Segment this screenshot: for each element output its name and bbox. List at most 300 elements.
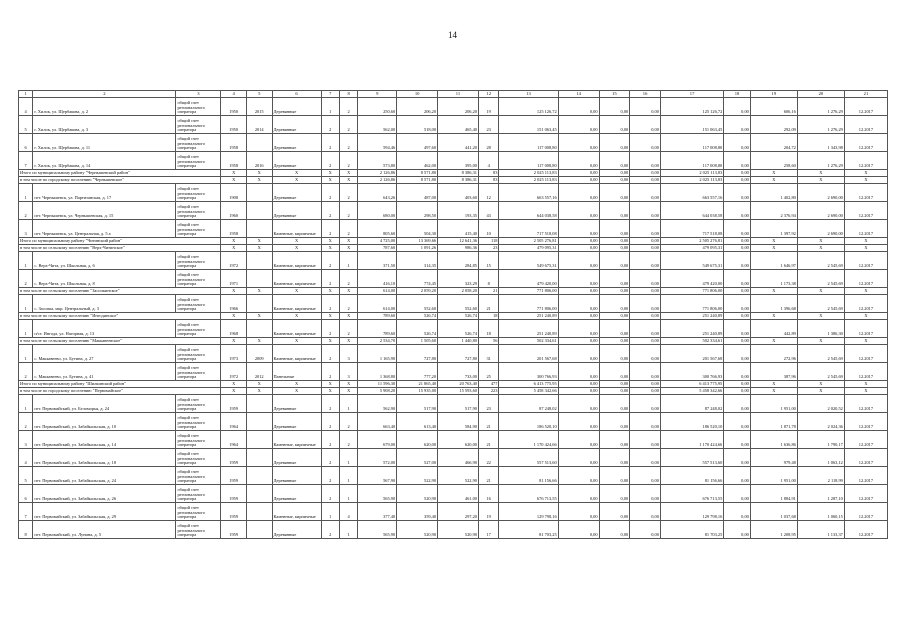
subtotal-cell: 5 458 342,66 <box>499 388 558 395</box>
subtotal-cell: X <box>321 177 339 184</box>
year-repair-cell: 2015 <box>246 98 272 116</box>
entrances-cell: 2 <box>339 98 357 116</box>
subtotal-row <box>19 388 888 395</box>
subtotal-cell: X <box>844 313 887 320</box>
subtotal-cell: X <box>321 388 339 395</box>
subtotal-cell: X <box>321 381 339 388</box>
subtotal-cell: 0,00 <box>724 381 751 388</box>
subtotal-cell: 2 534,70 <box>358 338 397 345</box>
deadline-cell: 12.2017 <box>844 467 887 485</box>
cost-cell: 0,00 <box>724 252 751 270</box>
unit-cost-cell: 2 376,94 <box>750 202 797 220</box>
subtotal-cell: X <box>750 313 797 320</box>
cost-cell: 0,00 <box>558 184 599 202</box>
max-cost-cell: 1 343,98 <box>797 134 844 152</box>
subtotal-cell: 0,00 <box>630 238 661 245</box>
subtotal-cell: X <box>844 170 887 177</box>
table-row <box>19 184 888 202</box>
address-cell: пгт. Первомайский, ул. Забайкальская, д. 29 <box>33 503 176 521</box>
cost-cell: 0,00 <box>630 184 661 202</box>
subtotal-cell: 771 806,00 <box>499 288 558 295</box>
subtotal-cell: 15 935,00 <box>397 388 438 395</box>
subtotal-cell: X <box>797 338 844 345</box>
max-cost-cell: 1 386,30 <box>797 320 844 338</box>
subtotal-cell: 21 865,40 <box>397 381 438 388</box>
cost-cell: 676 713,55 <box>499 485 558 503</box>
subtotal-cell: 8 571,80 <box>397 177 438 184</box>
subtotal-cell: X <box>797 245 844 252</box>
account-type-cell: общий счет регионального оператора <box>176 152 221 170</box>
row-number: 1 <box>19 252 33 270</box>
cost-cell: 0,00 <box>724 184 751 202</box>
account-type-cell: общий счет регионального оператора <box>176 220 221 238</box>
year-repair-cell <box>246 449 272 467</box>
cost-cell: 0,00 <box>630 467 661 485</box>
address-cell: пгт. Первомайский, ул. Беломорья, д. 24 <box>33 395 176 413</box>
deadline-cell: 12.2017 <box>844 431 887 449</box>
year-repair-cell <box>246 202 272 220</box>
row-number: 7 <box>19 503 33 521</box>
floors-cell: 1 <box>321 503 339 521</box>
subtotal-cell: 20 763,40 <box>438 381 479 388</box>
area-cell: 522,90 <box>438 467 479 485</box>
subtotal-cell: 0,00 <box>724 245 751 252</box>
deadline-cell: 12.2017 <box>844 521 887 539</box>
address-cell: пгт. Первомайский, ул. Лунина, д. 5 <box>33 521 176 539</box>
residents-cell: 15 <box>478 252 498 270</box>
subtotal-row <box>19 338 888 345</box>
subtotal-cell: X <box>321 338 339 345</box>
housing-repair-table-container <box>18 90 888 539</box>
deadline-cell: 12.2017 <box>844 252 887 270</box>
entrances-cell: 1 <box>339 485 357 503</box>
subtotal-cell: 0,00 <box>630 288 661 295</box>
area-cell: 462,00 <box>397 152 438 170</box>
subtotal-cell: 118 <box>478 238 498 245</box>
residents-cell: 17 <box>478 521 498 539</box>
year-built-cell: 1959 <box>221 395 247 413</box>
address-cell: пгт. Чернышевск, ул. Центральная, д. 5 а <box>33 220 176 238</box>
address-cell: г. Хилок, ул. Щербакова, д. 2 <box>33 98 176 116</box>
wall-material-cell: Каменные, кирпичные <box>272 345 321 363</box>
cost-cell: 0,00 <box>558 413 599 431</box>
subtotal-cell: 0,00 <box>724 170 751 177</box>
account-type-cell: общий счет регионального оператора <box>176 202 221 220</box>
deadline-cell: 12.2017 <box>844 152 887 170</box>
cost-cell: 549 675,31 <box>499 252 558 270</box>
area-cell: 573,80 <box>358 152 397 170</box>
subtotal-cell: X <box>246 245 272 252</box>
subtotal-cell: X <box>339 338 357 345</box>
cost-cell: 251 240,89 <box>660 320 723 338</box>
max-cost-cell: 1 276,29 <box>797 152 844 170</box>
subtotal-cell: 0,00 <box>599 288 630 295</box>
row-number: 5 <box>19 467 33 485</box>
cost-cell: 117 008,80 <box>660 134 723 152</box>
entrances-cell: 2 <box>339 220 357 238</box>
subtotal-row <box>19 381 888 388</box>
cost-cell: 663 557,16 <box>660 184 723 202</box>
area-cell: 562,00 <box>358 116 397 134</box>
area-cell: 323,29 <box>438 270 479 288</box>
subtotal-cell: X <box>321 245 339 252</box>
year-repair-cell: 2014 <box>246 116 272 134</box>
wall-material-cell: Деревянные <box>272 116 321 134</box>
subtotal-cell: X <box>321 170 339 177</box>
subtotal-cell: X <box>272 381 321 388</box>
area-cell: 663,40 <box>358 413 397 431</box>
residents-cell: 22 <box>478 449 498 467</box>
cost-cell: 0,00 <box>599 363 630 381</box>
cost-cell: 0,00 <box>630 295 661 313</box>
unit-cost-cell: 258,60 <box>750 152 797 170</box>
row-number: 1 <box>19 345 33 363</box>
wall-material-cell: Деревянные <box>272 134 321 152</box>
subtotal-cell: X <box>750 288 797 295</box>
cost-cell: 0,00 <box>558 503 599 521</box>
floors-cell: 2 <box>321 467 339 485</box>
subtotal-cell: X <box>272 177 321 184</box>
cost-cell: 87 248,02 <box>499 395 558 413</box>
unit-cost-cell: 1 396,68 <box>750 295 797 313</box>
year-built-cell: 1959 <box>221 485 247 503</box>
area-cell: 466,90 <box>438 449 479 467</box>
row-number: 3 <box>19 220 33 238</box>
cost-cell: 151 063,45 <box>660 116 723 134</box>
table-row <box>19 295 888 313</box>
cost-cell: 0,00 <box>558 252 599 270</box>
year-built-cell: 1950 <box>221 116 247 134</box>
subtotal-cell: X <box>797 238 844 245</box>
entrances-cell: 2 <box>339 184 357 202</box>
cost-cell: 0,00 <box>599 134 630 152</box>
entrances-cell: 2 <box>339 270 357 288</box>
subtotal-cell: 2 126,86 <box>358 177 397 184</box>
address-cell: пгт. Первомайский, ул. Забайкальская, д. 18 <box>33 449 176 467</box>
subtotal-row <box>19 170 888 177</box>
floors-cell: 2 <box>321 395 339 413</box>
year-repair-cell: 2009 <box>246 345 272 363</box>
cost-cell: 0,00 <box>630 413 661 431</box>
header-cell: 20 <box>797 91 844 98</box>
cost-cell: 663 557,16 <box>499 184 558 202</box>
subtotal-cell: 0,00 <box>599 381 630 388</box>
deadline-cell: 12.2017 <box>844 320 887 338</box>
cost-cell: 300 766,93 <box>660 363 723 381</box>
subtotal-label: Итого по муниципальному району "Читинский район" <box>19 238 221 245</box>
floors-cell: 2 <box>321 202 339 220</box>
cost-cell: 0,00 <box>599 395 630 413</box>
header-cell: 4 <box>221 91 247 98</box>
cost-cell: 0,00 <box>558 521 599 539</box>
subtotal-cell: 0,00 <box>599 238 630 245</box>
residents-cell: 43 <box>478 202 498 220</box>
header-cell: 14 <box>558 91 599 98</box>
area-cell: 526,74 <box>397 320 438 338</box>
subtotal-cell: 614,00 <box>358 288 397 295</box>
subtotal-cell: X <box>246 177 272 184</box>
subtotal-cell: X <box>750 177 797 184</box>
unit-cost-cell: 1 951,00 <box>750 395 797 413</box>
max-cost-cell: 1 276,29 <box>797 98 844 116</box>
row-number: 5 <box>19 116 33 134</box>
account-type-cell: общий счет регионального оператора <box>176 467 221 485</box>
subtotal-label: в том числе по сельскому поселению "Засопкинское" <box>19 288 221 295</box>
year-built-cell: 1958 <box>221 152 247 170</box>
cost-cell: 0,00 <box>724 467 751 485</box>
table-row <box>19 395 888 413</box>
year-built-cell: 1950 <box>221 98 247 116</box>
header-cell: 12 <box>478 91 498 98</box>
cost-cell: 0,00 <box>630 503 661 521</box>
deadline-cell: 12.2017 <box>844 116 887 134</box>
header-cell: 7 <box>321 91 339 98</box>
subtotal-cell: 502 334,61 <box>660 338 723 345</box>
row-number: 8 <box>19 521 33 539</box>
table-row <box>19 413 888 431</box>
account-type-cell: общий счет регионального оператора <box>176 363 221 381</box>
area-cell: 298,50 <box>397 202 438 220</box>
cost-cell: 300 766,93 <box>499 363 558 381</box>
subtotal-cell: 6 413 775,95 <box>660 381 723 388</box>
wall-material-cell: Деревянные <box>272 202 321 220</box>
subtotal-cell: X <box>339 238 357 245</box>
table-row <box>19 503 888 521</box>
header-cell: 1 <box>19 91 33 98</box>
residents-cell: 10 <box>478 220 498 238</box>
address-cell: с. Засопка, мкр. Центральный, д. 3 <box>33 295 176 313</box>
residents-cell: 28 <box>478 134 498 152</box>
subtotal-cell: X <box>321 313 339 320</box>
subtotal-cell: X <box>272 388 321 395</box>
area-cell: 565,90 <box>358 485 397 503</box>
cost-cell: 0,00 <box>558 202 599 220</box>
subtotal-cell: 83 <box>478 170 498 177</box>
deadline-cell: 12.2017 <box>844 413 887 431</box>
year-repair-cell <box>246 395 272 413</box>
residents-cell: 21 <box>478 413 498 431</box>
address-cell: пгт. Первомайский, ул. Забайкальская, д. 14 <box>33 431 176 449</box>
table-row <box>19 485 888 503</box>
year-built-cell: 1958 <box>221 220 247 238</box>
max-cost-cell: 2 545,69 <box>797 252 844 270</box>
floors-cell: 2 <box>321 184 339 202</box>
cost-cell: 0,00 <box>630 320 661 338</box>
subtotal-cell: X <box>246 388 272 395</box>
year-built-cell: 1960 <box>221 202 247 220</box>
account-type-cell: общий счет регионального оператора <box>176 295 221 313</box>
subtotal-cell: 23 <box>478 245 498 252</box>
subtotal-cell: 0,00 <box>724 177 751 184</box>
subtotal-row <box>19 177 888 184</box>
row-number: 2 <box>19 270 33 288</box>
cost-cell: 0,00 <box>724 270 751 288</box>
subtotal-cell: 0,00 <box>630 313 661 320</box>
year-built-cell: 1959 <box>221 467 247 485</box>
cost-cell: 0,00 <box>724 98 751 116</box>
header-cell: 11 <box>438 91 479 98</box>
header-cell: 18 <box>724 91 751 98</box>
account-type-cell: общий счет регионального оператора <box>176 345 221 363</box>
cost-cell: 0,00 <box>630 449 661 467</box>
max-cost-cell: 1 276,29 <box>797 116 844 134</box>
subtotal-cell: 479 095,31 <box>660 245 723 252</box>
subtotal-cell: X <box>844 177 887 184</box>
wall-material-cell: Каменные, кирпичные <box>272 270 321 288</box>
area-cell: 1 368,80 <box>358 363 397 381</box>
year-built-cell: 1966 <box>221 295 247 313</box>
unit-cost-cell: 1 397,92 <box>750 220 797 238</box>
subtotal-label: в том числе по сельскому поселению "Верх-Читинское" <box>19 245 221 252</box>
subtotal-cell: X <box>797 177 844 184</box>
unit-cost-cell: 204,72 <box>750 134 797 152</box>
entrances-cell: 2 <box>339 202 357 220</box>
wall-material-cell: Деревянные <box>272 152 321 170</box>
subtotal-cell: 6 413 775,95 <box>499 381 558 388</box>
cost-cell: 0,00 <box>558 345 599 363</box>
subtotal-cell: X <box>221 238 247 245</box>
residents-cell: 19 <box>478 503 498 521</box>
subtotal-cell: X <box>844 288 887 295</box>
deadline-cell: 12.2017 <box>844 345 887 363</box>
unit-cost-cell: 1 646,97 <box>750 252 797 270</box>
account-type-cell: общий счет регионального оператора <box>176 270 221 288</box>
floors-cell: 2 <box>321 116 339 134</box>
cost-cell: 0,00 <box>599 152 630 170</box>
cost-cell: 0,00 <box>558 363 599 381</box>
wall-material-cell: Панельные <box>272 363 321 381</box>
cost-cell: 0,00 <box>599 503 630 521</box>
cost-cell: 0,00 <box>599 295 630 313</box>
year-repair-cell <box>246 270 272 288</box>
area-cell: 643,26 <box>358 184 397 202</box>
subtotal-cell: X <box>339 177 357 184</box>
area-cell: 193,35 <box>438 202 479 220</box>
cost-cell: 0,00 <box>558 116 599 134</box>
subtotal-label: в том числе по сельскому поселению "Маккавеевское" <box>19 338 221 345</box>
cost-cell: 201 567,68 <box>499 345 558 363</box>
cost-cell: 0,00 <box>630 134 661 152</box>
max-cost-cell: 2 690,00 <box>797 184 844 202</box>
cost-cell: 0,00 <box>630 431 661 449</box>
floors-cell: 2 <box>321 363 339 381</box>
cost-cell: 0,00 <box>558 220 599 238</box>
subtotal-cell: 0,00 <box>724 313 751 320</box>
cost-cell: 0,00 <box>630 395 661 413</box>
row-number: 2 <box>19 413 33 431</box>
year-repair-cell <box>246 467 272 485</box>
cost-cell: 0,00 <box>630 220 661 238</box>
cost-cell: 81 703,25 <box>499 521 558 539</box>
deadline-cell: 12.2017 <box>844 295 887 313</box>
subtotal-cell: X <box>221 381 247 388</box>
subtotal-cell: X <box>321 288 339 295</box>
header-cell: 2 <box>33 91 176 98</box>
cost-cell: 557 513,60 <box>499 449 558 467</box>
area-cell: 584,90 <box>438 413 479 431</box>
cost-cell: 0,00 <box>558 152 599 170</box>
row-number: 3 <box>19 431 33 449</box>
max-cost-cell: 2 545,69 <box>797 363 844 381</box>
account-type-cell: общий счет регионального оператора <box>176 134 221 152</box>
subtotal-cell: 0,00 <box>630 170 661 177</box>
subtotal-row <box>19 313 888 320</box>
floors-cell: 2 <box>321 521 339 539</box>
subtotal-cell: 2 025 113,83 <box>499 177 558 184</box>
cost-cell: 129 798,16 <box>660 503 723 521</box>
area-cell: 377,40 <box>358 503 397 521</box>
account-type-cell: общий счет регионального оператора <box>176 413 221 431</box>
cost-cell: 0,00 <box>724 116 751 134</box>
header-cell: 6 <box>272 91 321 98</box>
area-cell: 206,20 <box>438 98 479 116</box>
unit-cost-cell: 1 173,38 <box>750 270 797 288</box>
subtotal-cell: X <box>844 388 887 395</box>
cost-cell: 186 520,10 <box>660 413 723 431</box>
cost-cell: 771 806,00 <box>660 295 723 313</box>
cost-cell: 0,00 <box>599 521 630 539</box>
row-number: 4 <box>19 98 33 116</box>
year-built-cell: 1971 <box>221 270 247 288</box>
entrances-cell: 1 <box>339 521 357 539</box>
subtotal-cell: X <box>246 238 272 245</box>
area-cell: 297,20 <box>438 503 479 521</box>
cost-cell: 0,00 <box>724 413 751 431</box>
subtotal-cell: X <box>750 170 797 177</box>
subtotal-cell: 2 505 276,81 <box>499 238 558 245</box>
area-cell: 520,90 <box>397 521 438 539</box>
max-cost-cell: 2 545,69 <box>797 295 844 313</box>
floors-cell: 2 <box>321 270 339 288</box>
area-cell: 520,90 <box>397 485 438 503</box>
cost-cell: 0,00 <box>724 485 751 503</box>
subtotal-cell: X <box>339 388 357 395</box>
subtotal-cell: 13 369,66 <box>397 238 438 245</box>
deadline-cell: 12.2017 <box>844 363 887 381</box>
max-cost-cell: 2 690,00 <box>797 202 844 220</box>
area-cell: 403,60 <box>438 184 479 202</box>
subtotal-cell: 1 505,60 <box>397 338 438 345</box>
header-cell: 3 <box>176 91 221 98</box>
subtotal-cell: X <box>339 245 357 252</box>
residents-cell: 25 <box>478 363 498 381</box>
area-cell: 487,00 <box>397 184 438 202</box>
area-cell: 552,60 <box>397 295 438 313</box>
area-cell: 517,90 <box>438 395 479 413</box>
cost-cell: 0,00 <box>724 295 751 313</box>
subtotal-cell: 0,00 <box>599 170 630 177</box>
address-cell: с. Маккавеево, ул. Бутина, д. 27 <box>33 345 176 363</box>
area-cell: 594,46 <box>358 134 397 152</box>
subtotal-cell: 787,60 <box>358 245 397 252</box>
residents-cell: 21 <box>478 295 498 313</box>
header-cell: 17 <box>660 91 723 98</box>
area-cell: 522,90 <box>397 467 438 485</box>
subtotal-cell: 771 806,00 <box>660 288 723 295</box>
account-type-cell: общий счет регионального оператора <box>176 521 221 539</box>
cost-cell: 479 420,00 <box>660 270 723 288</box>
wall-material-cell: Каменные, кирпичные <box>272 252 321 270</box>
floors-cell: 2 <box>321 320 339 338</box>
cost-cell: 0,00 <box>599 345 630 363</box>
area-cell: 567,90 <box>358 467 397 485</box>
entrances-cell: 2 <box>339 295 357 313</box>
cost-cell: 676 713,55 <box>660 485 723 503</box>
subtotal-cell: 0,00 <box>558 177 599 184</box>
subtotal-cell: X <box>221 338 247 345</box>
address-cell: с. Верх-Чита, ул. Школьная, д. 8 <box>33 270 176 288</box>
cost-cell: 0,00 <box>599 116 630 134</box>
